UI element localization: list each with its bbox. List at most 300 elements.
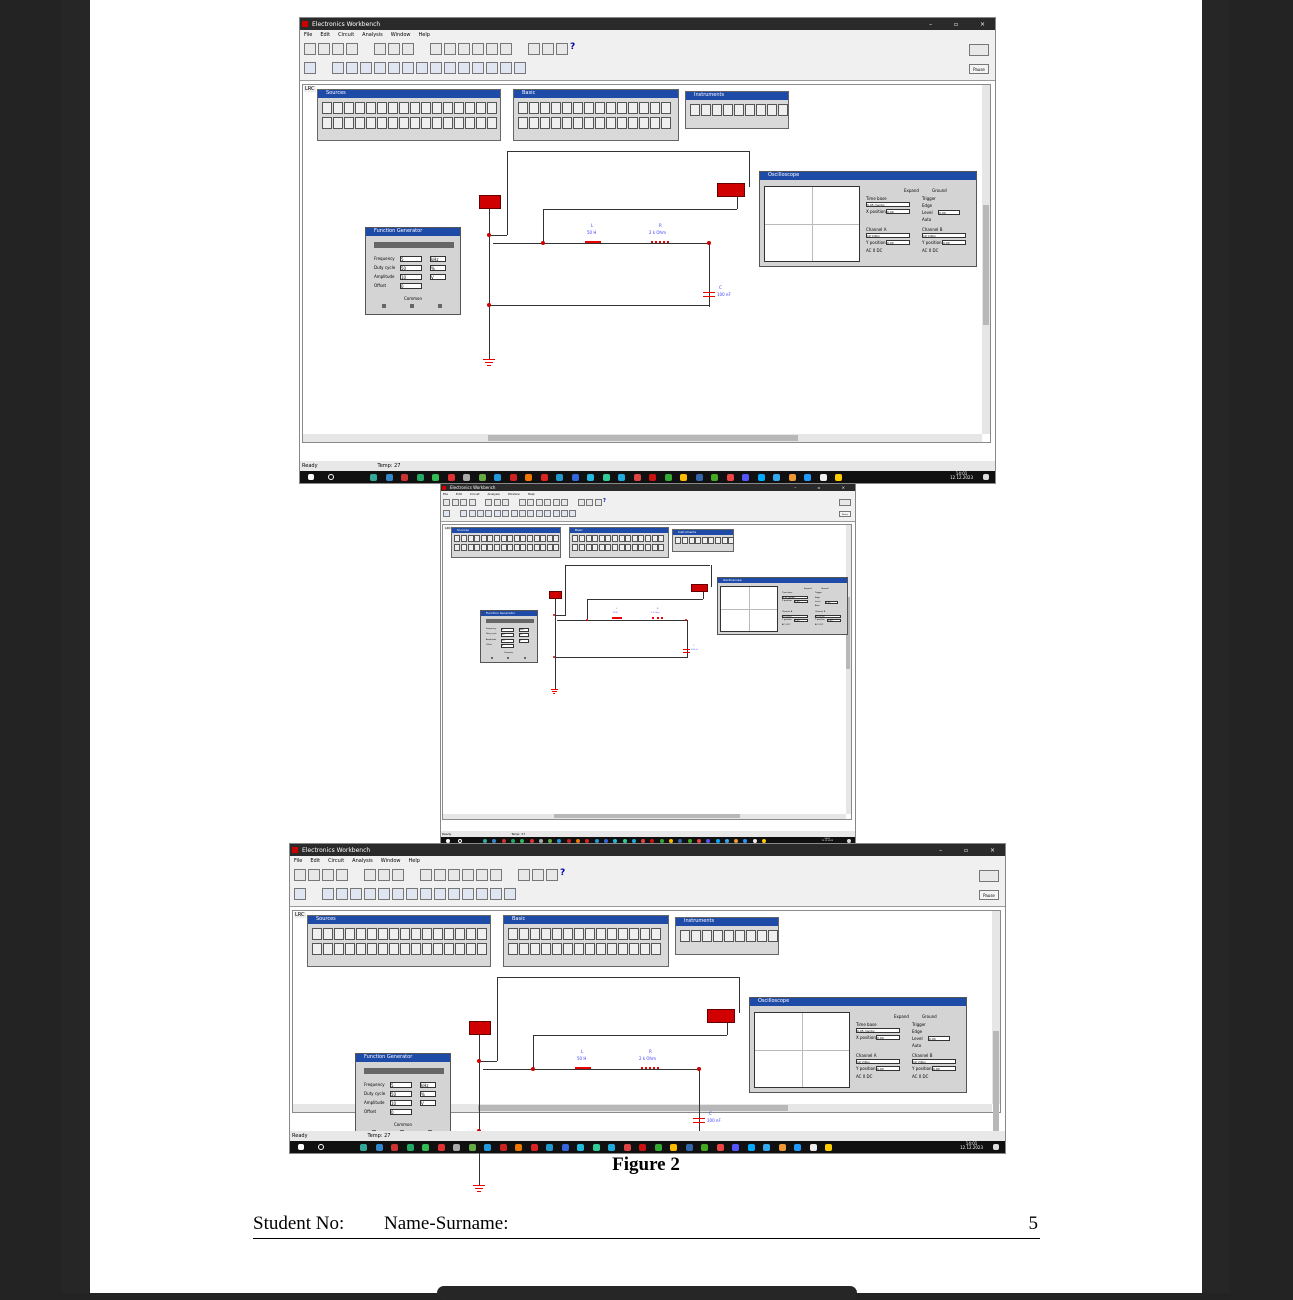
component-icon[interactable] bbox=[552, 943, 562, 955]
component-bin-button[interactable] bbox=[569, 510, 576, 517]
component-icon[interactable] bbox=[541, 928, 551, 940]
taskbar-app-icon[interactable] bbox=[655, 1144, 662, 1151]
component-icon[interactable] bbox=[574, 928, 584, 940]
toolbar-button[interactable] bbox=[528, 43, 540, 55]
sources-palette[interactable] bbox=[307, 915, 491, 967]
component-icon[interactable] bbox=[675, 537, 681, 544]
toolbar-button[interactable] bbox=[388, 43, 400, 55]
component-icon[interactable] bbox=[605, 535, 611, 542]
component-icon[interactable] bbox=[625, 544, 631, 551]
waveform-sine-icon[interactable] bbox=[364, 1068, 444, 1074]
component-icon[interactable] bbox=[606, 102, 616, 114]
toolbar-button[interactable] bbox=[322, 869, 334, 881]
component-icon[interactable] bbox=[355, 117, 365, 129]
window-controls[interactable]: – ▫ × bbox=[794, 485, 855, 490]
fgen-offset-field[interactable]: 0 bbox=[390, 1109, 412, 1115]
component-icon[interactable] bbox=[553, 544, 559, 551]
component-icon[interactable] bbox=[661, 117, 671, 129]
component-bin-button[interactable] bbox=[527, 510, 534, 517]
component-icon[interactable] bbox=[658, 544, 664, 551]
component-icon[interactable] bbox=[552, 928, 562, 940]
component-bin-button[interactable] bbox=[392, 888, 404, 900]
component-icon[interactable] bbox=[322, 102, 332, 114]
scope-channel-b-field[interactable]: 10 V/Div bbox=[922, 233, 966, 238]
taskbar-app-icon[interactable] bbox=[494, 474, 501, 481]
component-icon[interactable] bbox=[695, 537, 701, 544]
windows-start-icon[interactable] bbox=[298, 1144, 304, 1150]
fgen-duty_cycle-field[interactable]: 50 bbox=[400, 265, 422, 271]
component-icon[interactable] bbox=[519, 943, 529, 955]
toolbar-button[interactable] bbox=[462, 869, 474, 881]
taskbar-app-icon[interactable] bbox=[386, 474, 393, 481]
component-bin-button[interactable] bbox=[553, 510, 560, 517]
component-icon[interactable] bbox=[574, 943, 584, 955]
component-bin-button[interactable] bbox=[476, 888, 488, 900]
component-icon[interactable] bbox=[432, 117, 442, 129]
fgen-amplitude-field[interactable]: 10 bbox=[400, 274, 422, 280]
component-icon[interactable] bbox=[628, 102, 638, 114]
notification-icon[interactable] bbox=[993, 1144, 999, 1150]
component-bin-button[interactable] bbox=[486, 62, 498, 74]
toolbar-button[interactable] bbox=[294, 869, 306, 881]
toolbar-button[interactable] bbox=[556, 43, 568, 55]
component-bin-button[interactable] bbox=[304, 62, 316, 74]
component-bin-button[interactable] bbox=[469, 510, 476, 517]
component-icon[interactable] bbox=[466, 928, 476, 940]
fgen-frequency-field[interactable]: 5 bbox=[501, 628, 514, 632]
scope-level-field[interactable]: 0.00 bbox=[938, 210, 960, 215]
fgen-amplitude-unit[interactable]: V bbox=[420, 1100, 436, 1106]
component-icon[interactable] bbox=[466, 943, 476, 955]
taskbar-app-icon[interactable] bbox=[727, 474, 734, 481]
notification-icon[interactable] bbox=[983, 474, 989, 480]
component-icon[interactable] bbox=[399, 117, 409, 129]
power-switch-icon[interactable] bbox=[969, 44, 989, 56]
taskbar-app-icon[interactable] bbox=[401, 474, 408, 481]
component-icon[interactable] bbox=[572, 535, 578, 542]
component-icon[interactable] bbox=[366, 117, 376, 129]
component-icon[interactable] bbox=[400, 928, 410, 940]
menu-circuit[interactable]: Circuit bbox=[328, 858, 345, 864]
instruments-palette[interactable] bbox=[672, 529, 734, 552]
component-icon[interactable] bbox=[344, 117, 354, 129]
fgen-amplitude-unit[interactable]: V bbox=[430, 274, 446, 280]
circuit-workspace[interactable] bbox=[442, 524, 852, 820]
component-icon[interactable] bbox=[767, 104, 777, 116]
taskbar-app-icon[interactable] bbox=[572, 474, 579, 481]
toolbar-button[interactable] bbox=[472, 43, 484, 55]
component-icon[interactable] bbox=[682, 537, 688, 544]
taskbar-app-icon[interactable] bbox=[500, 1144, 507, 1151]
component-icon[interactable] bbox=[474, 544, 480, 551]
toolbar-button[interactable] bbox=[502, 499, 509, 506]
toolbar-button[interactable] bbox=[308, 869, 320, 881]
component-icon[interactable] bbox=[474, 535, 480, 542]
fgen-frequency-unit[interactable]: kHz bbox=[519, 628, 529, 632]
function-generator-window[interactable] bbox=[365, 227, 461, 315]
component-icon[interactable] bbox=[355, 102, 365, 114]
taskbar-app-icon[interactable] bbox=[634, 474, 641, 481]
taskbar-app-icon[interactable] bbox=[748, 1144, 755, 1151]
menu-file[interactable]: File bbox=[294, 858, 303, 864]
power-switch-icon[interactable] bbox=[979, 870, 999, 882]
component-bin-button[interactable] bbox=[494, 510, 501, 517]
component-bin-button[interactable] bbox=[458, 62, 470, 74]
toolbar-button[interactable] bbox=[374, 43, 386, 55]
taskbar-app-icon[interactable] bbox=[696, 474, 703, 481]
component-icon[interactable] bbox=[454, 535, 460, 542]
component-bin-button[interactable] bbox=[416, 62, 428, 74]
menu-window[interactable]: Window bbox=[380, 858, 401, 864]
component-bin-button[interactable] bbox=[460, 510, 467, 517]
component-bin-button[interactable] bbox=[448, 888, 460, 900]
component-icon[interactable] bbox=[713, 930, 723, 942]
component-icon[interactable] bbox=[757, 930, 767, 942]
component-icon[interactable] bbox=[312, 928, 322, 940]
component-bin-button[interactable] bbox=[485, 510, 492, 517]
taskbar-app-icon[interactable] bbox=[763, 1144, 770, 1151]
component-icon[interactable] bbox=[334, 943, 344, 955]
scope-channel-a-field[interactable]: 10 V/Div bbox=[782, 615, 808, 618]
toolbar-button[interactable] bbox=[336, 869, 348, 881]
component-icon[interactable] bbox=[756, 104, 766, 116]
component-icon[interactable] bbox=[389, 943, 399, 955]
component-icon[interactable] bbox=[356, 943, 366, 955]
taskbar-app-icon[interactable] bbox=[593, 1144, 600, 1151]
scope-ya-field[interactable]: 0.00 bbox=[876, 1066, 900, 1071]
component-icon[interactable] bbox=[367, 928, 377, 940]
component-icon[interactable] bbox=[612, 535, 618, 542]
taskbar-app-icon[interactable] bbox=[711, 474, 718, 481]
vertical-scrollbar-thumb[interactable] bbox=[983, 205, 989, 325]
taskbar-app-icon[interactable] bbox=[448, 474, 455, 481]
menu-circuit[interactable]: Circuit bbox=[338, 32, 355, 38]
taskbar-app-icon[interactable] bbox=[479, 474, 486, 481]
component-bin-button[interactable] bbox=[536, 510, 543, 517]
fgen-amplitude-field[interactable]: 10 bbox=[501, 639, 514, 643]
component-icon[interactable] bbox=[592, 535, 598, 542]
fgen-frequency-field[interactable]: 5 bbox=[390, 1082, 412, 1088]
component-icon[interactable] bbox=[507, 535, 513, 542]
component-icon[interactable] bbox=[639, 102, 649, 114]
component-bin-button[interactable] bbox=[514, 62, 526, 74]
component-icon[interactable] bbox=[322, 117, 332, 129]
horizontal-scrollbar-thumb[interactable] bbox=[488, 435, 798, 441]
function-generator-window[interactable] bbox=[480, 610, 538, 663]
fgen-common-terminal[interactable] bbox=[507, 657, 509, 659]
taskbar-app-icon[interactable] bbox=[701, 1144, 708, 1151]
fgen-duty_cycle-field[interactable]: 50 bbox=[390, 1091, 412, 1097]
taskbar-app-icon[interactable] bbox=[649, 474, 656, 481]
scope-xposition-field[interactable]: 0.00 bbox=[876, 1035, 900, 1040]
menu-help[interactable]: Help bbox=[408, 858, 420, 864]
component-icon[interactable] bbox=[618, 928, 628, 940]
component-icon[interactable] bbox=[388, 117, 398, 129]
component-icon[interactable] bbox=[596, 943, 606, 955]
component-icon[interactable] bbox=[356, 928, 366, 940]
component-icon[interactable] bbox=[399, 102, 409, 114]
fgen-duty_cycle-unit[interactable]: % bbox=[430, 265, 446, 271]
fgen-frequency-unit[interactable]: kHz bbox=[420, 1082, 436, 1088]
component-icon[interactable] bbox=[540, 102, 550, 114]
component-icon[interactable] bbox=[607, 928, 617, 940]
oscilloscope-instrument-icon[interactable] bbox=[707, 1009, 735, 1023]
toolbar-button[interactable] bbox=[402, 43, 414, 55]
taskbar-app-icon[interactable] bbox=[525, 474, 532, 481]
component-icon[interactable] bbox=[508, 943, 518, 955]
component-icon[interactable] bbox=[724, 930, 734, 942]
component-bin-button[interactable] bbox=[332, 62, 344, 74]
basic-palette[interactable] bbox=[513, 89, 679, 141]
component-icon[interactable] bbox=[520, 544, 526, 551]
menu-analysis[interactable]: Analysis bbox=[362, 32, 383, 38]
taskbar-app-icon[interactable] bbox=[432, 474, 439, 481]
component-icon[interactable] bbox=[421, 102, 431, 114]
toolbar-button[interactable] bbox=[346, 43, 358, 55]
taskbar-app-icon[interactable] bbox=[422, 1144, 429, 1151]
toolbar-button[interactable] bbox=[430, 43, 442, 55]
component-icon[interactable] bbox=[378, 928, 388, 940]
taskbar-app-icon[interactable] bbox=[825, 1144, 832, 1151]
component-bin-button[interactable] bbox=[420, 888, 432, 900]
component-icon[interactable] bbox=[768, 930, 778, 942]
fgen-offset-field[interactable]: 0 bbox=[501, 644, 514, 648]
component-bin-button[interactable] bbox=[434, 888, 446, 900]
fgen-common-terminal[interactable] bbox=[410, 304, 414, 308]
component-icon[interactable] bbox=[563, 928, 573, 940]
taskbar-app-icon[interactable] bbox=[810, 1144, 817, 1151]
component-icon[interactable] bbox=[658, 535, 664, 542]
component-icon[interactable] bbox=[530, 928, 540, 940]
toolbar-button[interactable] bbox=[364, 869, 376, 881]
component-icon[interactable] bbox=[366, 102, 376, 114]
component-icon[interactable] bbox=[422, 928, 432, 940]
component-icon[interactable] bbox=[551, 102, 561, 114]
scope-ya-field[interactable]: 0.00 bbox=[794, 619, 808, 622]
component-icon[interactable] bbox=[432, 102, 442, 114]
scope-level-field[interactable]: 0.00 bbox=[928, 1036, 950, 1041]
instruments-palette[interactable] bbox=[685, 91, 789, 129]
component-icon[interactable] bbox=[345, 928, 355, 940]
vertical-scrollbar[interactable] bbox=[846, 525, 851, 814]
fgen-frequency-field[interactable]: 5 bbox=[400, 256, 422, 262]
toolbar-button[interactable] bbox=[318, 43, 330, 55]
component-icon[interactable] bbox=[494, 544, 500, 551]
taskbar-app-icon[interactable] bbox=[463, 474, 470, 481]
waveform-sine-icon[interactable] bbox=[486, 619, 534, 623]
function-generator-instrument-icon[interactable] bbox=[479, 195, 501, 209]
component-bin-button[interactable] bbox=[402, 62, 414, 74]
component-bin-button[interactable] bbox=[364, 888, 376, 900]
toolbar-button[interactable] bbox=[586, 499, 593, 506]
component-bin-button[interactable] bbox=[443, 510, 450, 517]
component-icon[interactable] bbox=[650, 102, 660, 114]
component-icon[interactable] bbox=[455, 928, 465, 940]
menu-file[interactable]: File bbox=[443, 492, 449, 496]
component-icon[interactable] bbox=[553, 535, 559, 542]
component-bin-button[interactable] bbox=[504, 888, 516, 900]
toolbar-button[interactable] bbox=[420, 869, 432, 881]
component-icon[interactable] bbox=[606, 117, 616, 129]
component-icon[interactable] bbox=[573, 102, 583, 114]
scope-timebase-field[interactable]: 0.05 ms/div bbox=[866, 202, 910, 207]
component-icon[interactable] bbox=[618, 943, 628, 955]
taskbar-app-icon[interactable] bbox=[804, 474, 811, 481]
oscilloscope-window[interactable] bbox=[717, 577, 848, 635]
component-icon[interactable] bbox=[708, 537, 714, 544]
component-bin-button[interactable] bbox=[294, 888, 306, 900]
oscilloscope-instrument-icon[interactable] bbox=[691, 584, 708, 592]
toolbar-button[interactable] bbox=[458, 43, 470, 55]
fgen-offset-field[interactable]: 0 bbox=[400, 283, 422, 289]
component-icon[interactable] bbox=[487, 535, 493, 542]
component-bin-button[interactable] bbox=[502, 510, 509, 517]
component-icon[interactable] bbox=[433, 928, 443, 940]
taskbar-app-icon[interactable] bbox=[680, 474, 687, 481]
taskbar-app-icon[interactable] bbox=[417, 474, 424, 481]
component-icon[interactable] bbox=[617, 102, 627, 114]
component-icon[interactable] bbox=[323, 943, 333, 955]
window-controls[interactable]: – ▫ × bbox=[929, 20, 995, 28]
component-icon[interactable] bbox=[477, 928, 487, 940]
circuit-workspace[interactable] bbox=[292, 910, 1001, 1127]
component-icon[interactable] bbox=[529, 102, 539, 114]
taskbar-app-icon[interactable] bbox=[541, 474, 548, 481]
horizontal-scrollbar-thumb[interactable] bbox=[554, 814, 740, 818]
component-bin-button[interactable] bbox=[360, 62, 372, 74]
component-icon[interactable] bbox=[562, 102, 572, 114]
toolbar-button[interactable] bbox=[486, 43, 498, 55]
scope-timebase-field[interactable]: 0.05 ms/div bbox=[782, 596, 808, 599]
window-controls[interactable]: – ▫ × bbox=[939, 846, 1005, 854]
component-bin-button[interactable] bbox=[511, 510, 518, 517]
component-icon[interactable] bbox=[691, 930, 701, 942]
component-icon[interactable] bbox=[650, 117, 660, 129]
component-icon[interactable] bbox=[540, 535, 546, 542]
component-icon[interactable] bbox=[562, 117, 572, 129]
taskbar-app-icon[interactable] bbox=[556, 474, 563, 481]
component-icon[interactable] bbox=[584, 117, 594, 129]
help-icon[interactable]: ? bbox=[560, 868, 566, 878]
component-icon[interactable] bbox=[735, 930, 745, 942]
component-icon[interactable] bbox=[444, 943, 454, 955]
component-icon[interactable] bbox=[596, 928, 606, 940]
component-icon[interactable] bbox=[702, 930, 712, 942]
component-icon[interactable] bbox=[595, 102, 605, 114]
component-icon[interactable] bbox=[377, 117, 387, 129]
scope-channel-a-field[interactable]: 10 V/Div bbox=[866, 233, 910, 238]
component-icon[interactable] bbox=[638, 544, 644, 551]
menu-help[interactable]: Help bbox=[418, 32, 430, 38]
component-icon[interactable] bbox=[645, 544, 651, 551]
toolbar-button[interactable] bbox=[469, 499, 476, 506]
taskbar-app-icon[interactable] bbox=[407, 1144, 414, 1151]
component-icon[interactable] bbox=[487, 102, 497, 114]
component-bin-button[interactable] bbox=[406, 888, 418, 900]
fgen-duty_cycle-field[interactable]: 50 bbox=[501, 633, 514, 637]
component-icon[interactable] bbox=[607, 943, 617, 955]
component-icon[interactable] bbox=[629, 943, 639, 955]
component-icon[interactable] bbox=[519, 928, 529, 940]
taskbar-app-icon[interactable] bbox=[577, 1144, 584, 1151]
help-icon[interactable]: ? bbox=[570, 42, 576, 52]
component-icon[interactable] bbox=[746, 930, 756, 942]
component-icon[interactable] bbox=[454, 117, 464, 129]
component-icon[interactable] bbox=[638, 535, 644, 542]
menu-window[interactable]: Window bbox=[390, 32, 411, 38]
taskbar-app-icon[interactable] bbox=[732, 1144, 739, 1151]
component-bin-button[interactable] bbox=[346, 62, 358, 74]
component-icon[interactable] bbox=[541, 943, 551, 955]
component-bin-button[interactable] bbox=[444, 62, 456, 74]
scope-yb-field[interactable]: 0.00 bbox=[942, 240, 966, 245]
component-icon[interactable] bbox=[520, 535, 526, 542]
taskbar-app-icon[interactable] bbox=[370, 474, 377, 481]
component-bin-button[interactable] bbox=[462, 888, 474, 900]
oscilloscope-instrument-icon[interactable] bbox=[717, 183, 745, 197]
power-switch-icon[interactable] bbox=[839, 499, 851, 506]
toolbar-button[interactable] bbox=[434, 869, 446, 881]
taskbar-app-icon[interactable] bbox=[665, 474, 672, 481]
taskbar-app-icon[interactable] bbox=[789, 474, 796, 481]
toolbar-button[interactable] bbox=[452, 499, 459, 506]
taskbar-app-icon[interactable] bbox=[515, 1144, 522, 1151]
fgen-duty_cycle-unit[interactable]: % bbox=[519, 633, 529, 637]
component-icon[interactable] bbox=[312, 943, 322, 955]
component-icon[interactable] bbox=[421, 117, 431, 129]
toolbar-button[interactable] bbox=[553, 499, 560, 506]
sources-palette[interactable] bbox=[317, 89, 501, 141]
function-generator-instrument-icon[interactable] bbox=[549, 591, 562, 599]
menu-edit[interactable]: Edit bbox=[310, 858, 321, 864]
fgen-duty_cycle-unit[interactable]: % bbox=[420, 1091, 436, 1097]
component-icon[interactable] bbox=[605, 544, 611, 551]
component-icon[interactable] bbox=[487, 544, 493, 551]
component-icon[interactable] bbox=[378, 943, 388, 955]
scope-level-field[interactable]: 0.00 bbox=[825, 601, 838, 604]
component-icon[interactable] bbox=[579, 544, 585, 551]
component-icon[interactable] bbox=[529, 117, 539, 129]
component-icon[interactable] bbox=[507, 544, 513, 551]
circuit-workspace[interactable] bbox=[302, 84, 991, 443]
component-icon[interactable] bbox=[410, 102, 420, 114]
component-icon[interactable] bbox=[628, 117, 638, 129]
component-icon[interactable] bbox=[377, 102, 387, 114]
component-bin-button[interactable] bbox=[374, 62, 386, 74]
taskbar-app-icon[interactable] bbox=[603, 474, 610, 481]
component-icon[interactable] bbox=[411, 928, 421, 940]
function-generator-window[interactable] bbox=[355, 1053, 451, 1141]
component-icon[interactable] bbox=[333, 117, 343, 129]
component-bin-button[interactable] bbox=[378, 888, 390, 900]
help-icon[interactable]: ? bbox=[603, 498, 606, 504]
component-bin-button[interactable] bbox=[477, 510, 484, 517]
pause-button[interactable]: Pause bbox=[979, 890, 999, 900]
component-icon[interactable] bbox=[680, 930, 690, 942]
component-icon[interactable] bbox=[465, 117, 475, 129]
component-icon[interactable] bbox=[625, 535, 631, 542]
component-icon[interactable] bbox=[651, 943, 661, 955]
menu-circuit[interactable]: Circuit bbox=[469, 492, 480, 496]
component-icon[interactable] bbox=[701, 104, 711, 116]
toolbar-button[interactable] bbox=[578, 499, 585, 506]
toolbar-button[interactable] bbox=[544, 499, 551, 506]
taskbar-app-icon[interactable] bbox=[469, 1144, 476, 1151]
taskbar-search-icon[interactable] bbox=[328, 474, 334, 480]
menu-analysis[interactable]: Analysis bbox=[352, 858, 373, 864]
toolbar-button[interactable] bbox=[561, 499, 568, 506]
taskbar-search-icon[interactable] bbox=[318, 1144, 324, 1150]
